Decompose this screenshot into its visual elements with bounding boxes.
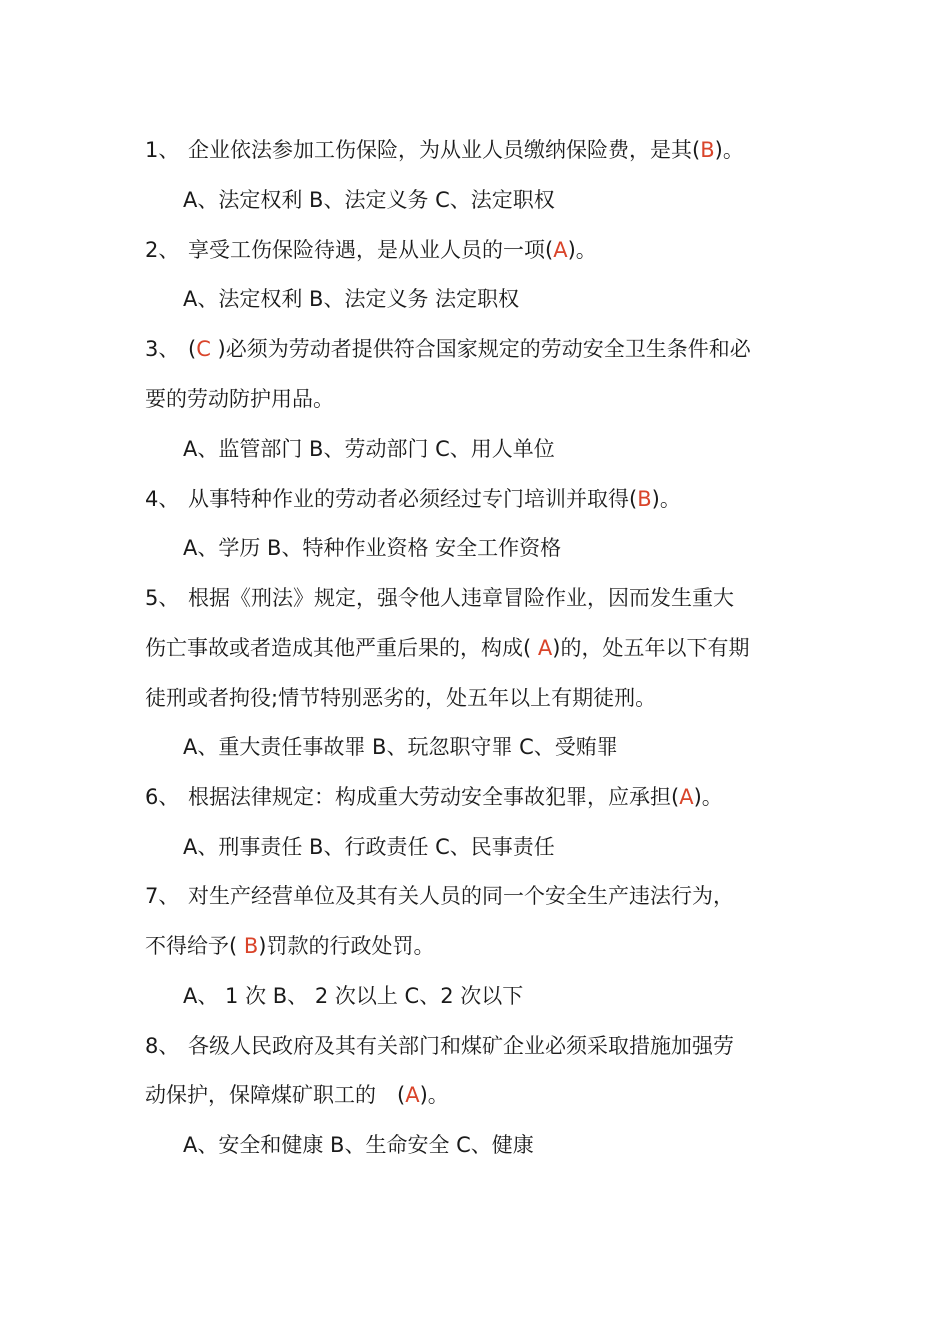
answer-letter: A bbox=[405, 1083, 420, 1107]
options-text: A、监管部门 B、劳动部门 C、用人单位 bbox=[183, 437, 555, 461]
answer-letter: A bbox=[553, 238, 568, 262]
answer-letter: B bbox=[700, 138, 715, 162]
question-text: (C )必须为劳动者提供符合国家规定的劳动安全卫生条件和必 bbox=[188, 337, 751, 361]
options-text: A、安全和健康 B、生命安全 C、健康 bbox=[183, 1133, 534, 1157]
question-number: 4、 bbox=[145, 487, 180, 511]
options-text: A、法定权利 B、法定义务 C、法定职权 bbox=[183, 188, 555, 212]
options-text: A、 1 次 B、 2 次以上 C、2 次以下 bbox=[183, 984, 524, 1008]
question-text: 企业依法参加工伤保险，为从业人员缴纳保险费，是其(B)。 bbox=[188, 138, 744, 162]
options-text: A、学历 B、特种作业资格 安全工作资格 bbox=[183, 536, 562, 560]
answer-letter: A bbox=[537, 636, 553, 660]
question-number: 2、 bbox=[145, 238, 180, 262]
question-number: 1、 bbox=[145, 138, 180, 162]
answer-letter: C bbox=[196, 337, 211, 361]
question-text: 各级人民政府及其有关部门和煤矿企业必须采取措施加强劳 bbox=[188, 1034, 734, 1058]
answer-letter: B bbox=[243, 934, 259, 958]
question-number: 3、 bbox=[145, 337, 180, 361]
options-text: A、重大责任事故罪 B、玩忽职守罪 C、受贿罪 bbox=[183, 735, 618, 759]
answer-letter: A bbox=[679, 785, 694, 809]
question-text: 享受工伤保险待遇，是从业人员的一项(A)。 bbox=[188, 238, 597, 262]
question-number: 8、 bbox=[145, 1034, 180, 1058]
question-number: 7、 bbox=[145, 884, 180, 908]
question-text-continued: 不得给予( B)罚款的行政处罚。 bbox=[145, 934, 435, 958]
question-number: 6、 bbox=[145, 785, 180, 809]
question-text-continued: 要的劳动防护用品。 bbox=[145, 387, 334, 411]
options-text: A、法定权利 B、法定义务 法定职权 bbox=[183, 287, 520, 311]
answer-letter: B bbox=[637, 487, 652, 511]
question-text: 对生产经营单位及其有关人员的同一个安全生产违法行为， bbox=[188, 884, 734, 908]
question-text-continued: 徒刑或者拘役;情节特别恶劣的，处五年以上有期徒刑。 bbox=[145, 686, 657, 710]
question-text: 根据法律规定：构成重大劳动安全事故犯罪，应承担(A)。 bbox=[188, 785, 723, 809]
question-number: 5、 bbox=[145, 586, 180, 610]
question-text-continued: 动保护，保障煤矿职工的 (A)。 bbox=[145, 1083, 449, 1107]
question-text: 从事特种作业的劳动者必须经过专门培训并取得(B)。 bbox=[188, 487, 681, 511]
question-text: 根据《刑法》规定，强令他人违章冒险作业，因而发生重大 bbox=[188, 586, 734, 610]
options-text: A、刑事责任 B、行政责任 C、民事责任 bbox=[183, 835, 555, 859]
question-text-continued: 伤亡事故或者造成其他严重后果的，构成( A)的，处五年以下有期 bbox=[145, 636, 750, 660]
